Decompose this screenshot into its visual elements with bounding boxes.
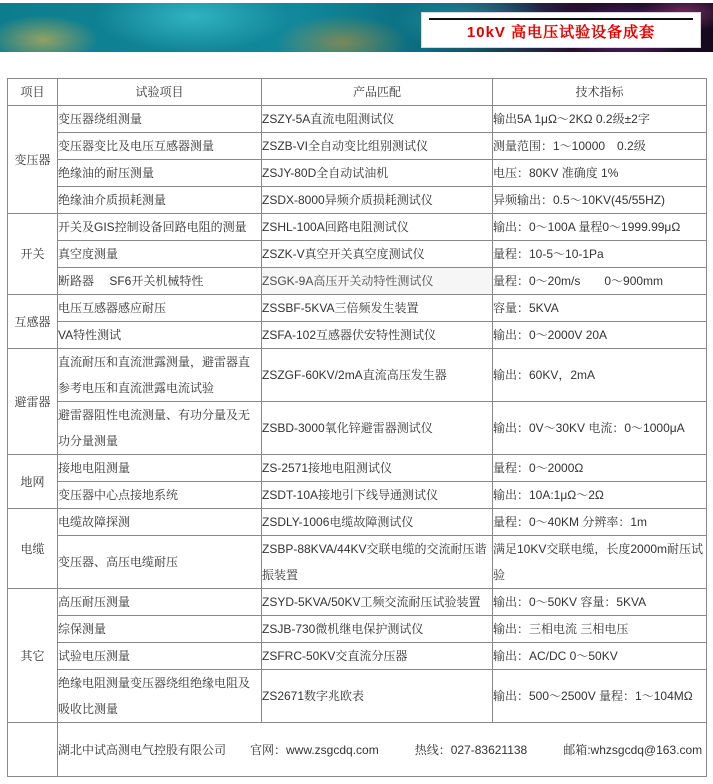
- spec-cell: 输出5A 1μΩ～2KΩ 0.2级±2字: [493, 106, 707, 133]
- table-header-row: [8, 79, 707, 106]
- spec-cell: 输出：60KV，2mA: [493, 349, 707, 402]
- spec-cell: 输出：0～50KV 容量：5KVA: [493, 589, 707, 616]
- table-row: [8, 268, 707, 295]
- group-label: 互感器: [8, 295, 58, 349]
- table-row: [8, 106, 707, 133]
- test-cell: 电压互感器感应耐压: [58, 295, 262, 322]
- table-row: [8, 643, 707, 670]
- test-cell: 断路器 SF6开关机械特性: [58, 268, 262, 295]
- test-cell: 变压器中心点接地系统: [58, 482, 262, 509]
- product-cell: ZSBP-88KVA/44KV交联电缆的交流耐压谐振装置: [262, 536, 493, 589]
- product-cell: ZSDT-10A接地引下线导通测试仪: [262, 482, 493, 509]
- product-cell: ZSZK-V真空开关真空度测试仪: [262, 241, 493, 268]
- table-row: [8, 160, 707, 187]
- spec-cell: 输出：500～2500V 量程：1～104MΩ: [493, 670, 707, 723]
- table-row: [8, 589, 707, 616]
- spec-cell: 量程：0～40KM 分辨率：1m: [493, 509, 707, 536]
- test-cell: 绝缘油介质损耗测量: [58, 187, 262, 214]
- test-cell: VA特性测试: [58, 322, 262, 349]
- footer-row: [8, 723, 707, 777]
- company-info: 湖北中试高测电气控股有限公司 官网：www.zsgcdq.com 热线：027-83621138 邮箱:whzsgcdq@163.com: [58, 723, 707, 777]
- test-cell: 高压耐压测量: [58, 589, 262, 616]
- test-cell: 真空度测量: [58, 241, 262, 268]
- col-header-product-match: 产品匹配: [262, 79, 493, 106]
- product-cell: ZSFRC-50KV交直流分压器: [262, 643, 493, 670]
- table-row: [8, 482, 707, 509]
- table-row: [8, 536, 707, 589]
- test-cell: 避雷器阻性电流测量、有功分量及无功分量测量: [58, 402, 262, 455]
- spec-cell: 电压：80KV 准确度 1%: [493, 160, 707, 187]
- product-cell: ZSSBF-5KVA三倍频发生装置: [262, 295, 493, 322]
- table-row: [8, 349, 707, 402]
- group-label: 开关: [8, 214, 58, 295]
- test-cell: 电缆故障探测: [58, 509, 262, 536]
- spec-cell: 量程：0～20m/s 0～900mm: [493, 268, 707, 295]
- spec-cell: 输出：10A:1μΩ～2Ω: [493, 482, 707, 509]
- test-cell: 绝缘电阻测量变压器绕组绝缘电阻及吸收比测量: [58, 670, 262, 723]
- table-row: [8, 322, 707, 349]
- test-cell: 直流耐压和直流泄露测量，避雷器直参考电压和直流泄露电流试验: [58, 349, 262, 402]
- product-cell: ZS-2571接地电阻测试仪: [262, 455, 493, 482]
- product-cell: ZSYD-5KVA/50KV工频交流耐压试验装置: [262, 589, 493, 616]
- table-row: [8, 455, 707, 482]
- product-cell: ZSDX-8000异频介质损耗测试仪: [262, 187, 493, 214]
- test-cell: 变压器变比及电压互感器测量: [58, 133, 262, 160]
- banner-title-rule: [429, 18, 693, 20]
- group-label: 避雷器: [8, 349, 58, 455]
- spec-cell: 量程：0～2000Ω: [493, 455, 707, 482]
- table-row: [8, 616, 707, 643]
- table-row: [8, 509, 707, 536]
- product-cell: ZSGK-9A高压开关动特性测试仪: [262, 268, 493, 295]
- spec-cell: 量程：10-5～10-1Pa: [493, 241, 707, 268]
- product-cell: ZSZY-5A直流电阻测试仪: [262, 106, 493, 133]
- test-cell: 接地电阻测量: [58, 455, 262, 482]
- spec-cell: 输出：0～2000V 20A: [493, 322, 707, 349]
- table-row: [8, 214, 707, 241]
- test-cell: 综保测量: [58, 616, 262, 643]
- table-row: [8, 402, 707, 455]
- test-cell: 开关及GIS控制设备回路电阻的测量: [58, 214, 262, 241]
- spec-cell: 容量：5KVA: [493, 295, 707, 322]
- table-row: [8, 133, 707, 160]
- group-label: 电缆: [8, 509, 58, 589]
- test-cell: 变压器绕组测量: [58, 106, 262, 133]
- product-cell: ZSHL-100A回路电阻测试仪: [262, 214, 493, 241]
- spec-cell: 异频输出：0.5～10KV(45/55HZ): [493, 187, 707, 214]
- product-cell: ZS2671数字兆欧表: [262, 670, 493, 723]
- equipment-table: [7, 78, 707, 777]
- group-label: 变压器: [8, 106, 58, 214]
- spec-cell: 测量范围：1～10000 0.2级: [493, 133, 707, 160]
- product-cell: ZSZGF-60KV/2mA直流高压发生器: [262, 349, 493, 402]
- spec-cell: 输出：0V～30KV 电流：0～1000μA: [493, 402, 707, 455]
- product-cell: ZSBD-3000氧化锌避雷器测试仪: [262, 402, 493, 455]
- banner-image: [0, 3, 713, 52]
- group-label: 其它: [8, 589, 58, 723]
- banner-title: 10kV 高电压试验设备成套: [466, 24, 656, 41]
- product-cell: ZSZB-VI全自动变比组别测试仪: [262, 133, 493, 160]
- spec-cell: 输出：0～100A 量程0～1999.99μΩ: [493, 214, 707, 241]
- product-cell: ZSJY-80D全自动试油机: [262, 160, 493, 187]
- test-cell: 变压器、高压电缆耐压: [58, 536, 262, 589]
- test-cell: 绝缘油的耐压测量: [58, 160, 262, 187]
- product-cell: ZSJB-730微机继电保护测试仪: [262, 616, 493, 643]
- footer-empty-cell: [8, 723, 58, 777]
- test-cell: 试验电压测量: [58, 643, 262, 670]
- page: [0, 3, 713, 777]
- product-cell: ZSDLY-1006电缆故障测试仪: [262, 509, 493, 536]
- spec-cell: 输出：三相电流 三相电压: [493, 616, 707, 643]
- col-header-test-item: 试验项目: [58, 79, 262, 106]
- col-header-project: 项目: [8, 79, 58, 106]
- table-row: [8, 670, 707, 723]
- table-row: [8, 241, 707, 268]
- banner-title-box: [422, 13, 700, 47]
- spec-cell: 满足10KV交联电缆，长度2000m耐压试验: [493, 536, 707, 589]
- group-label: 地网: [8, 455, 58, 509]
- product-cell: ZSFA-102互感器伏安特性测试仪: [262, 322, 493, 349]
- col-header-tech-spec: 技术指标: [493, 79, 707, 106]
- table-row: [8, 187, 707, 214]
- table-row: [8, 295, 707, 322]
- spec-cell: 输出：AC/DC 0～50KV: [493, 643, 707, 670]
